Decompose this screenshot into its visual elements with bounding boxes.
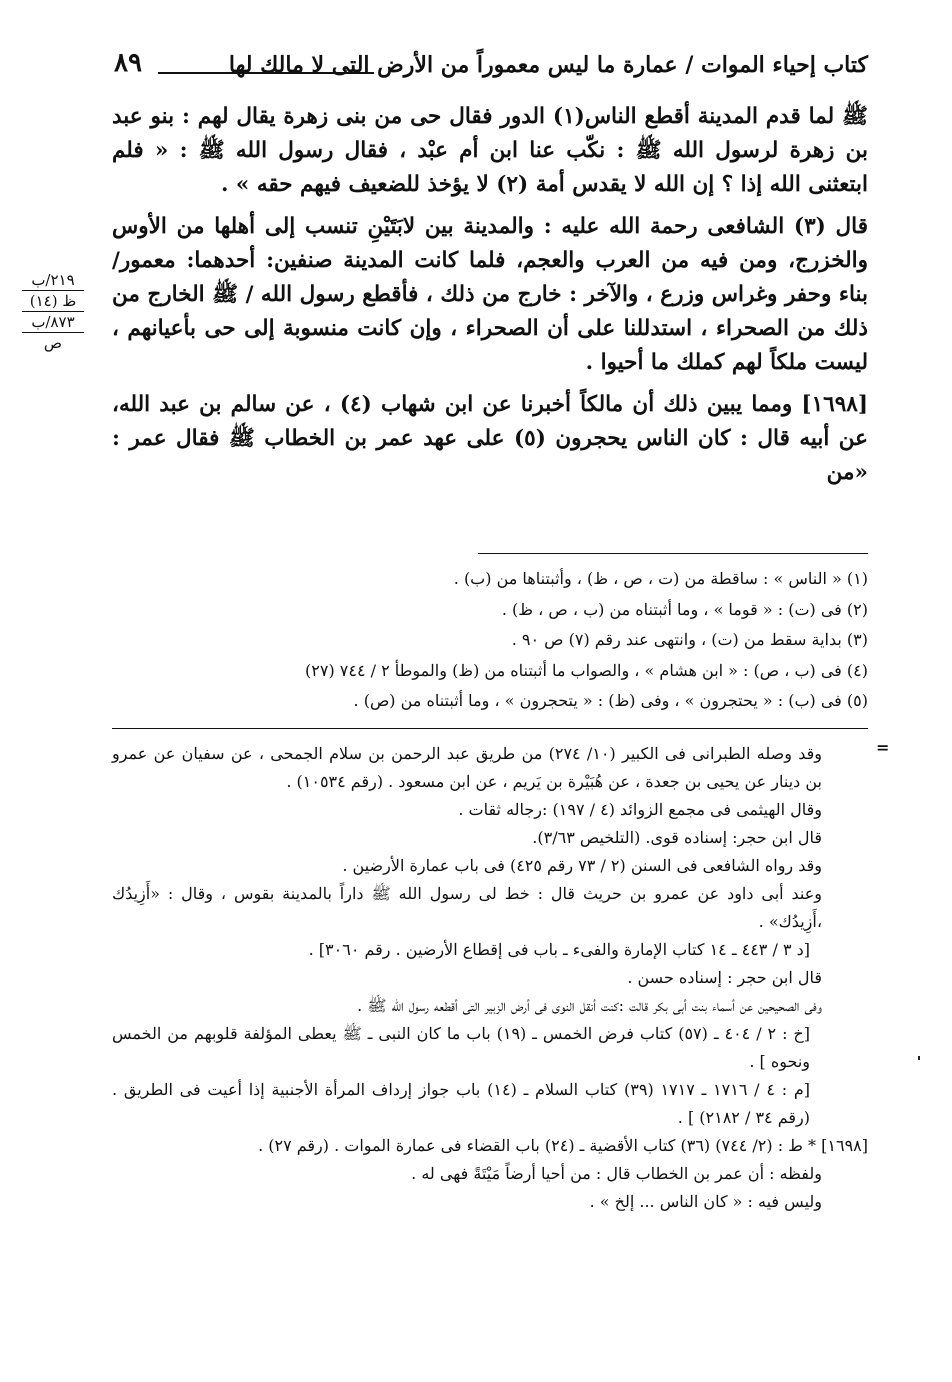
footnote: (٣) بداية سقط من (ت) ، وانتهى عند رقم (٧) ص ٩٠ . [511, 630, 868, 649]
main-paragraph: [١٦٩٨] ومما يبين ذلك أن مالكاً أخبرنا عن ابن شهاب (٤) ، عن سالم بن عبد الله، عن أبيه قال : كان الناس يحجرون (٥) على عهد عمر بن الخطاب ﷺ فقال عمر : «من [112, 392, 868, 485]
main-paragraph: قال (٣) الشافعى رحمة الله عليه : والمدينة بين لابَتَيْنِ تنسب إلى أهلها من الأوس والخزرج، ومن فيه من العرب والعجم، فلما كانت المدينة صنفين: أحدهما: معمور/ بناء وحفر وغراس وزرع ، والآخر : خارج من ذلك ، فأقطع رسول الله / ﷺ الخارج من ذلك من الصحراء ، استدللنا على أن الصحراء ، وإن كانت منسوبة إلى حى بأعيانهم ، ليست ملكاً لهم كملك ما أحيوا . [112, 214, 869, 375]
note-paragraph: قال ابن حجر: إسناده قوى. (التلخيص ٣/٦٣). [532, 828, 822, 847]
header-rule [158, 72, 374, 74]
note-paragraph: [د ٣ / ٤٤٣ ـ ١٤ كتاب الإمارة والفىء ـ باب فى إقطاع الأرضين . رقم ٣٠٦٠] . [308, 940, 810, 959]
main-paragraph: ﷺ لما قدم المدينة أقطع الناس(١) الدور فقال حى من بنى زهرة يقال لهم : بنو عبد بن زهرة لرسول الله ﷺ : نكّب عنا ابن أم عبْد ، فقال رسول الله ﷺ : « فلم ابتعثنى الله إذا ؟ إن الله لا يقدس أمة (٢) لا يؤخذ للضعيف فيهم حقه » . [112, 104, 868, 197]
footnote: (٥) فى (ب) : « يحتجرون » ، وفى (ظ) : « يتحجرون » ، وما أثبتناه من (ص) . [353, 691, 868, 710]
footnote: (١) « الناس » : ساقطة من (ت ، ص ، ظ) ، وأثبتناها من (ب) . [453, 569, 868, 588]
notes-divider [112, 728, 868, 729]
header-title: كتاب إحياء الموات / عمارة ما ليس معموراً من الأرض التى لا مالك لها [228, 52, 868, 78]
note-paragraph: وفى الصحيحين عن أسماء بنت أبى بكر قالت :كنت أنقل النوى فى أرض الزبير التى أقطعه رسول الله ﷺ . [357, 996, 822, 1015]
note-paragraph: [خ : ٢ / ٤٠٤ ـ (٥٧) كتاب فرض الخمس ـ (١٩) باب ما كان النبى ـ ﷺ يعطى المؤلفة قلوبهم من الخمس ونحوه ] . [112, 1024, 810, 1071]
main-text [112, 100, 868, 490]
running-header [108, 48, 868, 92]
footnotes [305, 564, 868, 717]
note-paragraph: وليس فيه : « كان الناس ... إلخ » . [589, 1192, 822, 1211]
margin-ref: ٨٧٣/ب [22, 312, 84, 333]
note-paragraph: ولفظه : أن عمر بن الخطاب قال : من أحيا أرضاً مَيْتَةً فهى له . [411, 1164, 822, 1183]
takhrij-notes [112, 740, 868, 1216]
margin-ref: ٢١٩/ب [22, 270, 84, 291]
footnote: (٢) فى (ت) : « قوما » ، وما أثبتناه من (ب ، ص ، ظ) . [501, 599, 868, 619]
margin-ref: ظ (١٤) [22, 291, 84, 312]
scan-speck [918, 1056, 920, 1060]
continuation-mark: = [876, 738, 890, 757]
footnote-divider [478, 553, 868, 554]
note-paragraph: [م : ٤ / ١٧١٦ ـ ١٧١٧ (٣٩) كتاب السلام ـ (١٤) باب جواز إرداف المرأة الأجنبية إذا أعيت فى الطريق . (رقم ٣٤ / ٢١٨٢) ] . [112, 1080, 811, 1127]
note-paragraph: وعند أبى داود عن عمرو بن حريث قال : خط لى رسول الله ﷺ داراً بالمدينة بقوس ، وقال : «أَزِيدُك ،أَزِيدُك» . [112, 884, 822, 931]
note-paragraph: وقد رواه الشافعى فى السنن (٢ / ٧٣ رقم ٤٢٥) فى باب عمارة الأرضين . [342, 856, 822, 875]
note-paragraph: وقال الهيثمى فى مجمع الزوائد (٤ / ١٩٧) :رجاله ثقات . [458, 800, 822, 819]
margin-references [22, 270, 84, 353]
note-paragraph: قال ابن حجر : إسناده حسن . [627, 968, 822, 987]
footnote: (٤) فى (ب ، ص) : « ابن هشام » ، والصواب ما أثبتناه من (ظ) والموطأ ٢ / ٧٤٤ (٢٧) [305, 660, 868, 680]
note-paragraph: وقد وصله الطبرانى فى الكبير (١٠/ ٢٧٤) من طريق عبد الرحمن بن سلام الجمحى ، عن سفيان عن عمرو بن دينار عن يحيى بن جعدة ، عن هُبَيْرة بن يَريم ، عن ابن مسعود . (رقم ١٠٥٣٤) . [112, 744, 823, 791]
note-paragraph: [١٦٩٨] * ط : (٢/ ٧٤٤) (٣٦) كتاب الأقضية ـ (٢٤) باب القضاء فى عمارة الموات . (رقم ٢٧) . [258, 1136, 868, 1155]
margin-ref: ص [43, 334, 63, 352]
page-number: ٨٩ [114, 48, 142, 78]
